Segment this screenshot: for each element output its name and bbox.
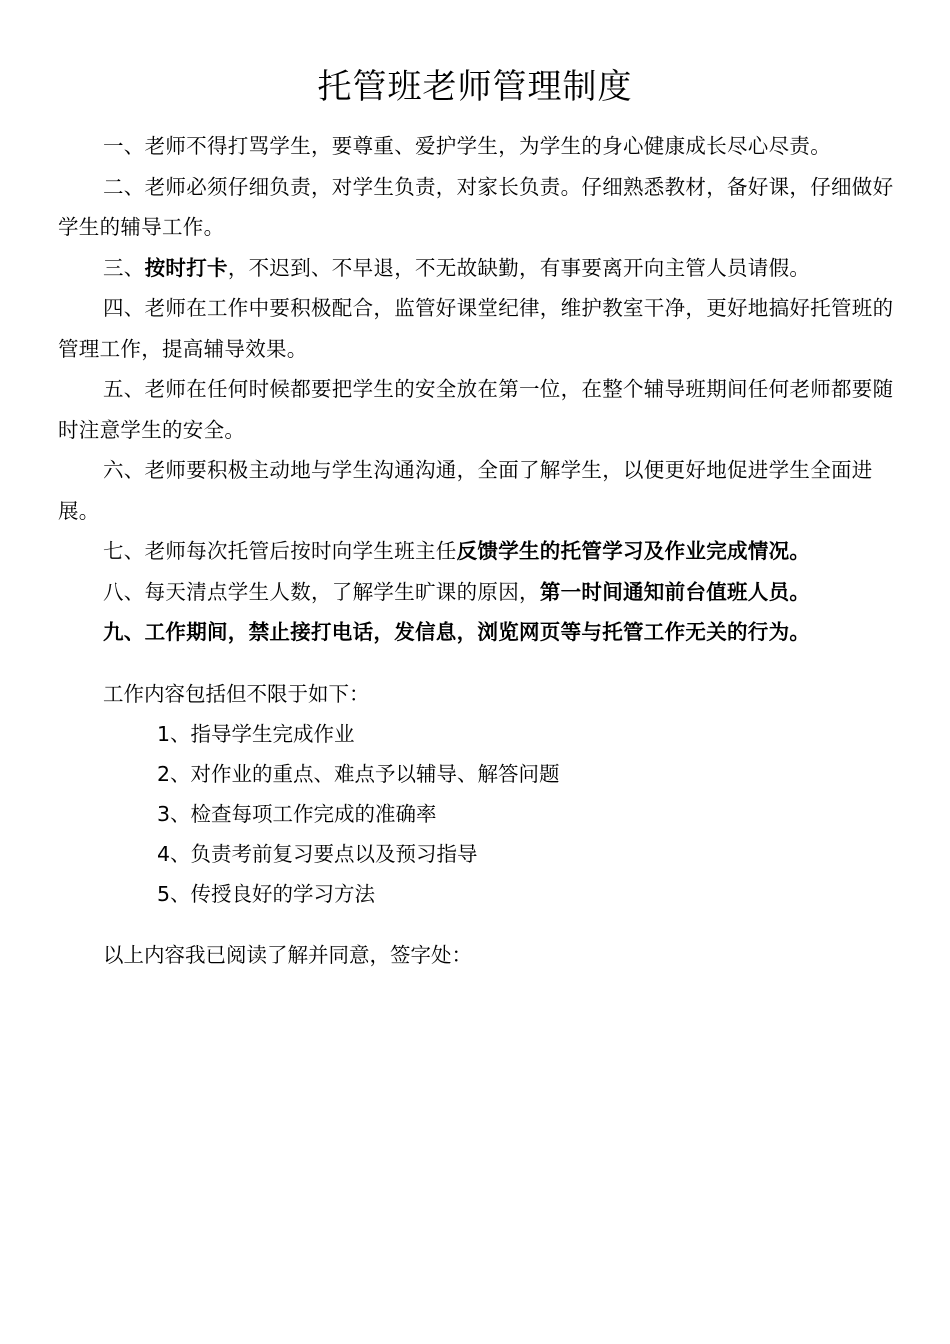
rule-emphasis: 九、工作期间，禁止接打电话，发信息，浏览网页等与托管工作无关的行为。 [103,620,811,644]
signature-line: 以上内容我已阅读了解并同意，签字处： [103,943,472,967]
rule-item [58,126,898,167]
rule-item [58,612,898,653]
rule-text: 七、老师每次托管后按时向学生班主任 [103,539,457,563]
rule-item [58,450,898,531]
work-content-item: 4、负责考前复习要点以及预习指导 [157,842,478,866]
work-content-heading: 工作内容包括但不限于如下： [103,682,370,706]
page-title: 托管班老师管理制度 [317,67,633,107]
rule-emphasis: 反馈学生的托管学习及作业完成情况。 [456,539,811,563]
rule-text: 四、老师在工作中要积极配合，监管好课堂纪律，维护教室干净，更好地搞好托管班的管理工作，提高辅导效果。 [58,296,894,361]
rule-text: 三、 [103,255,145,280]
rule-item [58,572,898,613]
rules-list [58,126,898,653]
rule-item [58,531,898,572]
work-content-item: 5、传授良好的学习方法 [157,882,376,906]
rule-text: 五、老师在任何时候都要把学生的安全放在第一位，在整个辅导班期间任何老师都要随时注意学生的安全。 [58,377,894,442]
rule-text: 八、每天清点学生人数，了解学生旷课的原因， [103,579,540,604]
rule-text: 一、老师不得打骂学生，要尊重、爱护学生，为学生的身心健康成长尽心尽责。 [103,134,831,158]
rule-item [58,248,898,289]
work-content-item: 2、对作业的重点、难点予以辅导、解答问题 [157,762,560,786]
rule-text: ，不迟到、不早退，不无故缺勤，有事要离开向主管人员请假。 [227,255,811,280]
work-content-section [103,674,883,914]
rule-emphasis: 第一时间通知前台值班人员。 [539,579,811,604]
rule-item [58,288,898,369]
work-content-item: 1、指导学生完成作业 [157,722,355,746]
work-content-item: 3、检查每项工作完成的准确率 [157,802,437,826]
work-content-list [103,714,883,914]
rule-text: 六、老师要积极主动地与学生沟通沟通，全面了解学生，以便更好地促进学生全面进展。 [58,458,873,523]
rule-emphasis: 按时打卡 [144,255,228,280]
rule-item [58,369,898,450]
rule-item [58,167,898,248]
rule-text: 二、老师必须仔细负责，对学生负责，对家长负责。仔细熟悉教材，备好课，仔细做好学生的辅导工作。 [58,174,894,239]
